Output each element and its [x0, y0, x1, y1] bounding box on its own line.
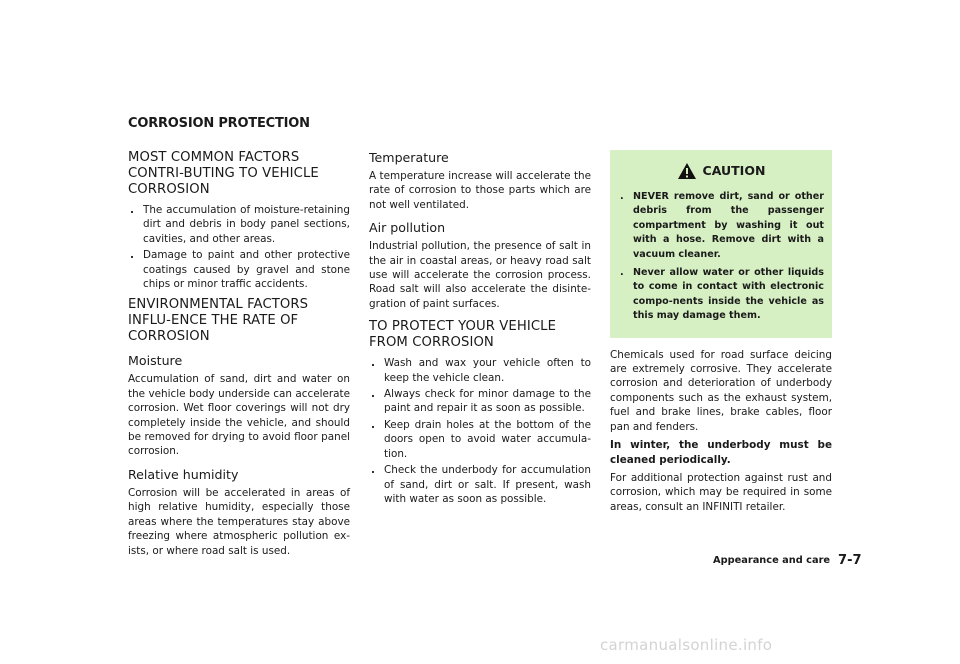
heading-protect-vehicle: TO PROTECT YOUR VEHICLE FROM CORROSION: [369, 319, 557, 351]
list-item: . Wash and wax your vehicle often to keep the vehicle clean.: [371, 357, 591, 384]
list-item: . The accumulation of moisture-retaining dirt and debris in body panel sections, cavities, and other areas.: [130, 204, 350, 245]
heading-common-factors: MOST COMMON FACTORS CONTRI-BUTING TO VEHICLE CORROSION: [128, 150, 319, 197]
page-number: 7-7: [838, 553, 862, 568]
caution-header: [618, 160, 824, 180]
watermark: carmanualsonline.info: [600, 636, 773, 654]
heading-temperature: Temperature: [369, 150, 449, 165]
bullet-icon: .: [371, 388, 375, 401]
bullet-icon: .: [371, 357, 375, 370]
bullet-icon: .: [620, 267, 624, 279]
list-item: . Keep drain holes at the bottom of the doors open to avoid water accumula-tion.: [371, 418, 591, 460]
caution-box: [610, 150, 832, 338]
caution-list: [618, 190, 824, 324]
paragraph-air-pollution: Industrial pollution, the presence of salt in the air in coastal areas, or heavy road salt use will accelerate the corrosion process. Road salt will also accelerate the disinte-gration of paint surfaces.: [369, 240, 591, 310]
paragraph-additional: For additional protection against rust and corrosion, which may be required in some areas, consult an INFINITI retailer.: [610, 471, 832, 513]
paragraph-winter: In winter, the underbody must be cleaned periodically.: [610, 439, 832, 466]
bullet-icon: .: [620, 191, 624, 202]
page-footer: [713, 550, 862, 569]
list-item: . Always check for minor damage to the paint and repair it as soon as possible.: [371, 388, 591, 415]
column-right: [610, 150, 832, 518]
paragraph-moisture: Accumulation of sand, dirt and water on the vehicle body underside can accelerate corrosion. Wet floor coverings will not dry completely inside the vehicle, and should be removed for drying to avoid floor panel corrosion.: [128, 373, 350, 458]
paragraph-relative-humidity: Corrosion will be accelerated in areas of high relative humidity, especially those areas where the temperatures stay above freezing where atmospheric pollution ex-ists, or where road salt is used.: [128, 486, 350, 557]
section-title: CORROSION PROTECTION: [128, 116, 310, 131]
list-item: . Check the underbody for accumulation of sand, dirt or salt. If present, wash with water as soon as possible.: [371, 464, 591, 505]
factors-list: [128, 203, 350, 291]
list-item: . Damage to paint and other protective coatings caused by gravel and stone chips or minor traffic accidents.: [130, 249, 350, 291]
heading-environmental-factors: ENVIRONMENTAL FACTORS INFLU-ENCE THE RATE OF CORROSION: [128, 297, 309, 345]
bullet-icon: .: [371, 418, 375, 431]
column-middle: [369, 150, 591, 512]
bullet-icon: .: [130, 204, 134, 216]
warning-icon: [677, 162, 697, 180]
footer-section-label: Appearance and care: [713, 555, 831, 566]
list-item: . Never allow water or other liquids to come in contact with electronic compo-nents inside the vehicle as this may damage them.: [620, 267, 824, 322]
heading-moisture: Moisture: [128, 353, 183, 369]
heading-air-pollution: Air pollution: [369, 220, 446, 236]
bullet-icon: .: [371, 464, 375, 477]
heading-relative-humidity: Relative humidity: [128, 466, 239, 482]
paragraph-chemicals: Chemicals used for road surface deicing are extremely corrosive. They accelerate corrosion and deterioration of underbody components such as the exhaust system, fuel and brake lines, brake cables, floor pan and fenders.: [610, 348, 832, 433]
protect-list: [369, 356, 591, 506]
column-left: [128, 150, 350, 562]
caution-title: CAUTION: [702, 163, 766, 178]
paragraph-temperature: A temperature increase will accelerate the rate of corrosion to those parts which are not well ventilated.: [369, 170, 591, 211]
list-item: . NEVER remove dirt, sand or other debris from the passenger compartment by washing it out with a hose. Remove dirt with a vacuum cleaner.: [620, 191, 824, 260]
bullet-icon: .: [130, 249, 134, 262]
